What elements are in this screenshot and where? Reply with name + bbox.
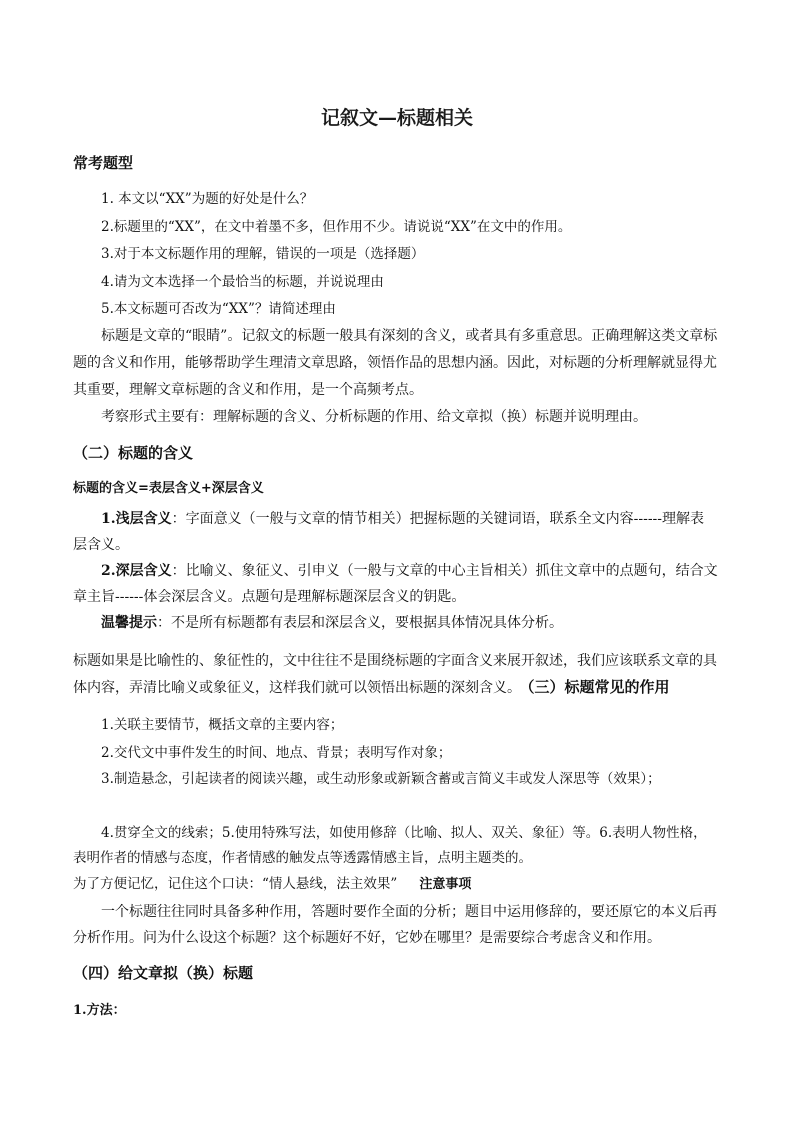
naming-method: 1.方法：	[73, 1003, 126, 1018]
tip-text: ：不是所有标题都有表层和深层含义，要根据具体情况具体分析。	[157, 615, 563, 631]
notice-line-1: 一个标题往往同时具备多种作用，答题时要作全面的分析；题目中运用修辞的，要还原它的本义后再	[101, 904, 717, 920]
shallow-meaning-line-2: 层含义。	[73, 537, 129, 553]
function-item-4-line-2: 表明作者的情感与态度，作者情感的触发点等透露情感主旨，点明主题类的。	[73, 850, 532, 866]
metaphor-line-2	[73, 677, 670, 698]
mnemonic-text: 为了方便记忆，记住这个口诀：“情人悬线，法主效果”	[73, 876, 398, 892]
section-heading-function: （三）标题常见的作用	[527, 678, 670, 696]
metaphor-line-1: 标题如果是比喻性的、象征性的，文中往往不是围绕标题的字面含义来展开叙述，我们应该联系文章的具	[73, 653, 717, 669]
mnemonic-line	[73, 874, 471, 895]
shallow-meaning-text: ：字面意义（一般与文章的情节相关）把握标题的关键词语，联系全文内容------理解表	[171, 511, 705, 527]
intro-line-3: 其重要，理解文章标题的含义和作用，是一个高频考点。	[73, 382, 423, 398]
question-item-3: 3.对于本文标题作用的理解，错误的一项是（选择题）	[101, 246, 425, 262]
question-item-2: 2.标题里的“XX”，在文中着墨不多，但作用不少。请说说“XX”在文中的作用。	[101, 219, 572, 235]
metaphor-text: 体内容，弄清比喻义或象征义，这样我们就可以领悟出标题的深刻含义。	[73, 680, 521, 696]
shallow-meaning-line-1	[101, 509, 704, 529]
notice-heading: 注意事项	[419, 877, 472, 892]
function-item-1: 1.关联主要情节，概括文章的主要内容；	[101, 717, 344, 733]
section-heading-naming: （四）给文章拟（换）标题	[73, 964, 254, 982]
function-item-3: 3.制造悬念，引起读者的阅读兴趣，或生动形象或新颖含蓄或言简义丰或发人深思等（效果）；	[101, 771, 661, 787]
meaning-formula: 标题的含义=表层含义+深层含义	[73, 481, 264, 496]
deep-meaning-line-1	[101, 561, 718, 581]
intro-line-1: 标题是文章的“眼睛”。记叙文的标题一般具有深刻的含义，或者具有多重意思。正确理解这类文章标	[101, 328, 718, 344]
notice-line-2: 分析作用。问为什么设这个标题？这个标题好不好，它妙在哪里？是需要综合考虑含义和作用。	[73, 930, 661, 946]
tip-label: 温馨提示	[101, 615, 157, 631]
question-item-4: 4.请为文本选择一个最恰当的标题，并说说理由	[101, 274, 384, 290]
deep-meaning-line-2: 章主旨------体会深层含义。点题句是理解标题深层含义的钥匙。	[73, 589, 466, 605]
exam-forms-line: 考察形式主要有：理解标题的含义、分析标题的作用、给文章拟（换）标题并说明理由。	[101, 409, 647, 425]
section-heading-common-questions: 常考题型	[73, 154, 134, 172]
function-item-2: 2.交代文中事件发生的时间、地点、背景；表明写作对象；	[101, 745, 452, 761]
shallow-meaning-label: 1.浅层含义	[101, 511, 172, 527]
deep-meaning-label: 2.深层含义	[101, 563, 172, 579]
intro-line-2: 题的含义和作用，能够帮助学生理清文章思路，领悟作品的思想内涵。因此，对标题的分析理解就显得尤	[73, 355, 717, 371]
deep-meaning-text: ：比喻义、象征义、引申义（一般与文章的中心主旨相关）抓住文章中的点题句，结合文	[171, 563, 718, 579]
page-title: 记叙文—标题相关	[320, 107, 473, 129]
section-heading-meaning: （二）标题的含义	[73, 444, 194, 462]
question-item-1: 1. 本文以“XX”为题的好处是什么？	[101, 191, 314, 207]
tip-line	[101, 613, 563, 633]
question-item-5: 5.本文标题可否改为“XX”？请简述理由	[101, 301, 336, 317]
function-item-4-line-1: 4.贯穿全文的线索；5.使用特殊写法，如使用修辞（比喻、拟人、双关、象征）等。6.表明人物性格，	[101, 825, 707, 841]
